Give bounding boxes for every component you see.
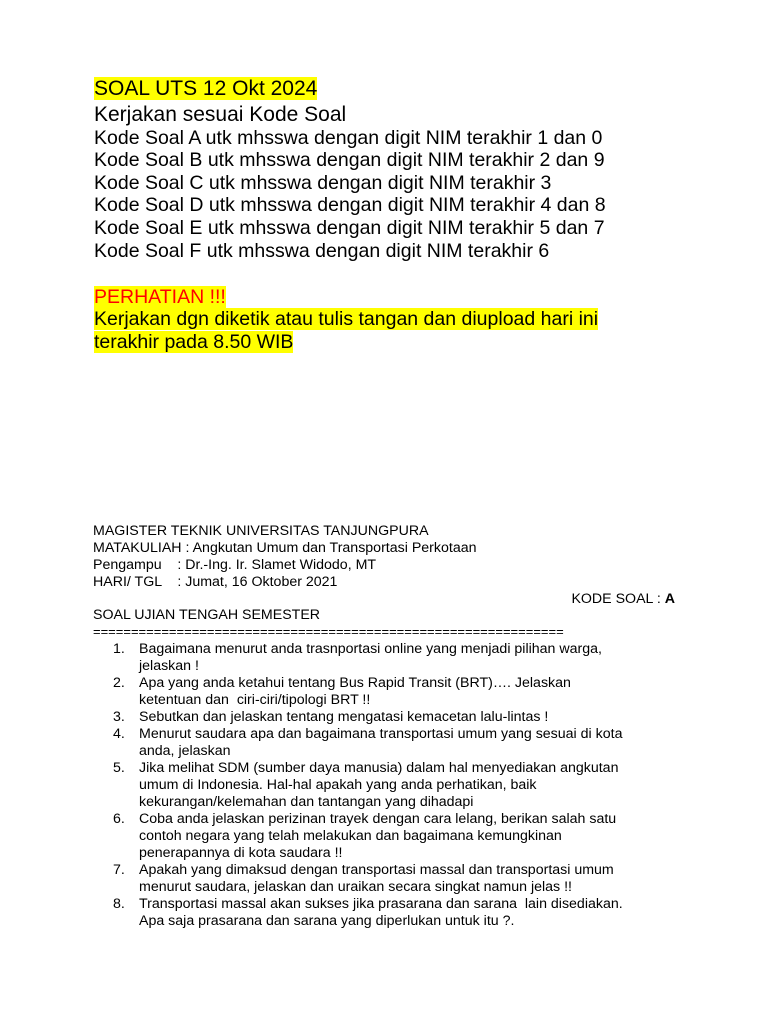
code-line-d: Kode Soal D utk mhsswa dengan digit NIM terakhir 4 dan 8 [94,194,606,216]
question-number: 4. [113,726,125,742]
question-text-line: penerapannya di kota saudara !! [139,845,343,861]
instruction-line-1-text: Kerjakan dgn diketik atau tulis tangan dan diupload hari ini [94,308,599,330]
question-text-line: menurut saudara, jelaskan dan uraikan secara singkat namun jelas !! [139,879,572,895]
question-text-line: jelaskan ! [139,658,199,674]
code-line-f: Kode Soal F utk mhsswa dengan digit NIM terakhir 6 [94,240,550,262]
question-text-line: Jika melihat SDM (sumber daya manusia) dalam hal menyediakan angkutan [139,760,619,776]
instruction-line-2 [94,331,293,353]
attention-text: PERHATIAN !!! [94,286,226,308]
question-text-line: Bagaimana menurut anda trasnportasi online yang menjadi pilihan warga, [139,641,602,657]
exam-code [571,591,675,608]
question-number: 6. [113,811,125,827]
instruction-line-2-text: terakhir pada 8.50 WIB [94,331,294,353]
question-text-line: contoh negara yang telah melakukan dan bagaimana kemungkinan [139,828,562,844]
exam-code-value: A [664,591,675,607]
lecturer-name: Pengampu : Dr.-Ing. Ir. Slamet Widodo, MT [93,557,377,573]
exam-date: HARI/ TGL : Jumat, 16 Oktober 2021 [93,574,338,590]
attention-heading [94,286,226,308]
question-number: 3. [113,709,125,725]
question-text-line: Coba anda jelaskan perizinan trayek dengan cara lelang, berikan salah satu [139,811,617,827]
question-number: 5. [113,760,125,776]
code-line-b: Kode Soal B utk mhsswa dengan digit NIM terakhir 2 dan 9 [94,149,605,171]
question-number: 7. [113,862,125,878]
notice-title-text: SOAL UTS 12 Okt 2024 [94,77,318,100]
institution-name: MAGISTER TEKNIK UNIVERSITAS TANJUNGPURA [93,523,429,539]
notice-subtitle: Kerjakan sesuai Kode Soal [94,103,347,126]
question-text-line: Menurut saudara apa dan bagaimana transportasi umum yang sesuai di kota [139,726,623,742]
instruction-line-1 [94,308,598,330]
question-text-line: Apa saja prasarana dan sarana yang diperlukan untuk itu ?. [139,913,515,929]
question-text-line: Apa yang anda ketahui tentang Bus Rapid Transit (BRT)…. Jelaskan [139,675,571,691]
question-text-line: ketentuan dan ciri-ciri/tipologi BRT !! [139,692,371,708]
exam-code-label: KODE SOAL : [571,591,665,607]
question-number: 8. [113,896,125,912]
question-text-line: Transportasi massal akan sukses jika prasarana dan sarana lain disediakan. [139,896,623,912]
question-text-line: Sebutkan dan jelaskan tentang mengatasi kemacetan lalu-lintas ! [139,709,549,725]
code-line-c: Kode Soal C utk mhsswa dengan digit NIM terakhir 3 [94,172,552,194]
code-line-e: Kode Soal E utk mhsswa dengan digit NIM terakhir 5 dan 7 [94,217,605,239]
code-line-a: Kode Soal A utk mhsswa dengan digit NIM terakhir 1 dan 0 [94,127,603,149]
notice-title [94,77,317,101]
question-text-line: kekurangan/kelemahan dan tantangan yang dihadapi [139,794,474,810]
question-text-line: anda, jelaskan [139,743,231,759]
course-name: MATAKULIAH : Angkutan Umum dan Transportasi Perkotaan [93,540,477,556]
separator-line: ============================================================== [93,624,564,639]
question-text-line: umum di Indonesia. Hal-hal apakah yang anda perhatikan, baik [139,777,537,793]
question-text-line: Apakah yang dimaksud dengan transportasi massal dan transportasi umum [139,862,614,878]
question-number: 2. [113,675,125,691]
question-number: 1. [113,641,125,657]
section-title: SOAL UJIAN TENGAH SEMESTER [93,607,321,623]
